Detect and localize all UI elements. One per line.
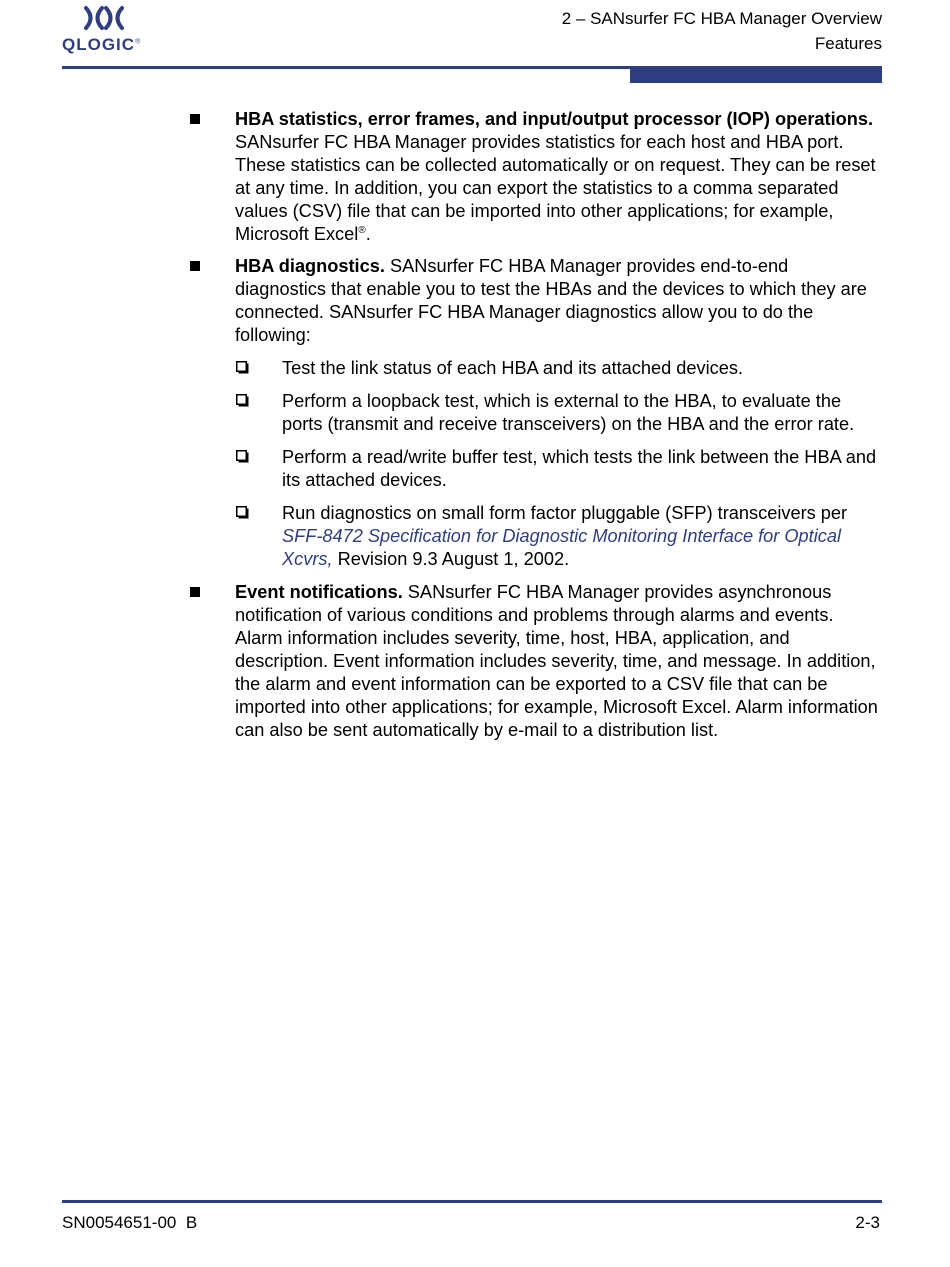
square-bullet-icon [190,587,200,597]
hollow-square-bullet-icon [236,450,249,463]
bullet-event-notifications [188,581,882,742]
chapter-title: 2 – SANsurfer FC HBA Manager Overview [561,9,882,28]
sub-list-item [235,502,882,571]
page-content [188,108,882,751]
footer-rule [62,1200,882,1203]
hollow-square-bullet-icon [236,394,249,407]
sub-list-item [235,446,882,492]
sub-list-item [235,357,882,380]
diagnostics-sub-list [235,357,882,571]
sub-item-text: Test the link status of each HBA and its attached devices. [282,358,744,378]
spec-reference-link[interactable]: SFF-8472 Specification for Diagnostic Monitoring Interface for Optical Xcvrs, [282,526,842,569]
bullet-text: SANsurfer FC HBA Manager provides asynchronous notification of various conditions and problems through alarms and events. Alarm information includes severity, time, host, HBA, application, and description. Event information includes severity, time, and message. In addition, the alarm and event information can be exported to a CSV file that can be imported into other applications; for example, Microsoft Excel. Alarm information can also be sent automatically by e-mail to a distribution list. [235,582,878,740]
header-accent-block [630,66,882,83]
page-number: 2-3 [855,1213,880,1232]
sub-item-text: Run diagnostics on small form factor pluggable (SFP) transceivers per [282,503,848,523]
square-bullet-icon [190,114,200,124]
registered-mark: ® [358,224,366,236]
bullet-heading: Event notifications. [235,582,403,602]
square-bullet-icon [190,261,200,271]
bullet-text: SANsurfer FC HBA Manager provides end-to-end diagnostics that enable you to test the HBAs and the devices to which they are connected. SANsurfer FC HBA Manager diagnostics allow you to do the following: [235,256,867,345]
bullet-statistics [188,108,882,246]
hollow-square-bullet-icon [236,361,249,374]
sub-item-text: Perform a loopback test, which is external to the HBA, to evaluate the ports (transmit and receive transceivers) on the HBA and the error rate. [282,391,855,434]
bullet-text: SANsurfer FC HBA Manager provides statistics for each host and HBA port. These statistics can be collected automatically or on request. They can be reset at any time. In addition, you can export the statistics to a comma separated values (CSV) file that can be imported into other applications; for example, Microsoft Excel [235,132,876,244]
sub-item-suffix: Revision 9.3 August 1, 2002. [332,549,570,569]
document-number: SN0054651-00 B [62,1213,198,1232]
sub-list-item [235,390,882,436]
bullet-diagnostics [188,255,882,571]
qlogic-logo-mark-icon [62,4,152,34]
logo-wordmark: QLOGIC® [62,35,142,54]
qlogic-logo [62,4,152,58]
running-header [562,6,882,56]
hollow-square-bullet-icon [236,506,249,519]
bullet-heading: HBA statistics, error frames, and input/output processor (IOP) operations. [235,109,874,129]
section-title: Features [814,34,882,53]
sub-item-text: Perform a read/write buffer test, which tests the link between the HBA and its attached devices. [282,447,877,490]
bullet-heading: HBA diagnostics. [235,256,385,276]
bullet-end: . [365,224,371,244]
